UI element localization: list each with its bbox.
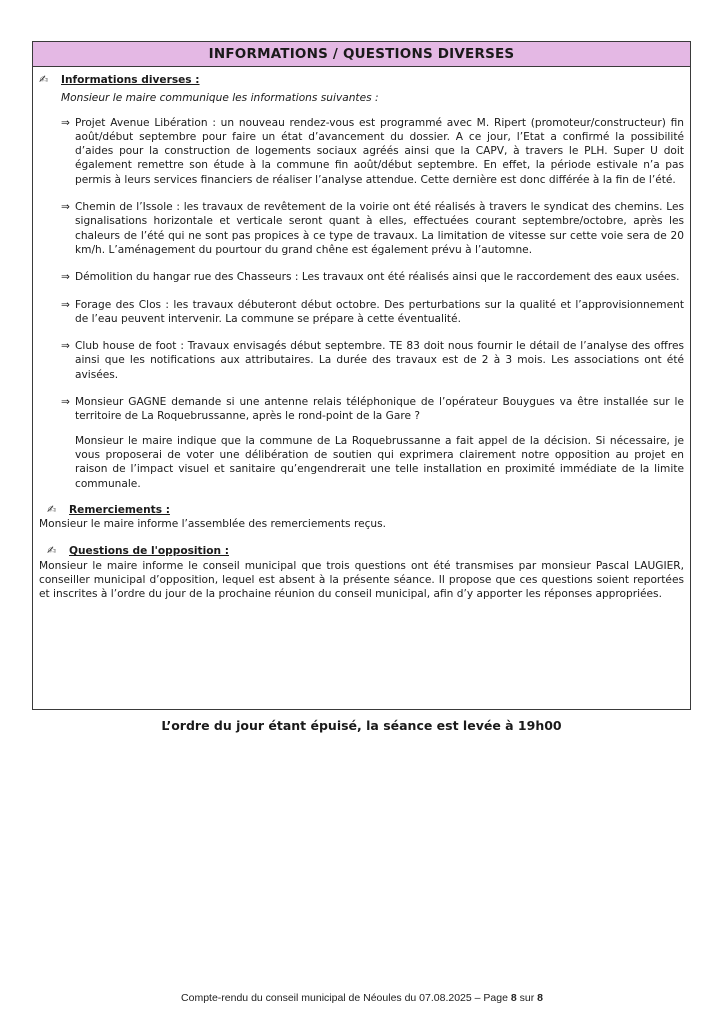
rightwards-double-arrow-icon: ⇒ xyxy=(61,396,70,409)
writing-hand-icon: ✍ xyxy=(47,544,57,558)
remerciements-text: Monsieur le maire informe l’assemblée des remerciements reçus. xyxy=(39,518,387,531)
maire-answer: Monsieur le maire indique que la commune de La Roquebrussanne a fait appel de la décision. Si nécessaire, je vous proposerai de voter une délibération de soutien qui exprimera clairement notre opposition au projet en raison de l’impact visuel et sanitaire qu’engendrerait une telle installation en proximité immédiate de la limite communale. xyxy=(75,434,684,490)
writing-hand-icon: ✍ xyxy=(39,73,49,86)
opposition-heading xyxy=(39,544,684,558)
box-content xyxy=(33,67,690,602)
list-item xyxy=(39,270,684,284)
footer-page-number: 8 xyxy=(510,992,517,1004)
informations-heading-text: Informations diverses : xyxy=(61,74,200,86)
list-item xyxy=(39,298,684,327)
informations-list xyxy=(39,116,684,491)
section-title: INFORMATIONS / QUESTIONS DIVERSES xyxy=(33,42,690,67)
rightwards-double-arrow-icon: ⇒ xyxy=(61,340,70,353)
rightwards-double-arrow-icon: ⇒ xyxy=(61,201,70,214)
opposition-text: Monsieur le maire informe le conseil municipal que trois questions ont été transmises par monsieur Pascal LAUGIER, conseiller municipal d’opposition, lequel est absent à la présente séance. Il propose que ces questions soient reportées et inscrites à l’ordre du jour de la prochaine réunion du conseil municipal, afin d’y apporter les réponses appropriées. xyxy=(39,559,684,601)
footer-total-pages: 8 xyxy=(537,992,543,1004)
questions-diverses-box xyxy=(32,41,691,710)
list-item-text: Club house de foot : Travaux envisagés début septembre. TE 83 doit nous fournir le détail de l’analyse des offres ainsi que les notifications aux attributaires. La durée des travaux est de 2 à 3 mois. Les associations ont été avisées. xyxy=(75,340,684,381)
page-footer xyxy=(0,992,724,1004)
informations-intro: Monsieur le maire communique les informations suivantes : xyxy=(61,92,379,105)
list-item-text: Forage des Clos : les travaux débuteront début octobre. Des perturbations sur la qualité et l’approvisionnement de l’eau peuvent intervenir. La commune se prépare à cette éventualité. xyxy=(75,298,684,325)
rightwards-double-arrow-icon: ⇒ xyxy=(61,271,70,284)
footer-text: Compte-rendu du conseil municipal de Néoules du 07.08.2025 – Page xyxy=(181,992,511,1004)
list-item-text: Chemin de l’Issole : les travaux de revêtement de la voirie ont été réalisés à travers le syndicat des chemins. Les signalisations horizontale et verticale seront quant à elles, effectuées courant septembre/octobre, après les chaleurs de l’été qui ne sont pas propices à ce type de travaux. La limitation de vitesse sur cette voie sera de 20 km/h. L’aménagement du pourtour du grand chêne est également prévu à l’automne. xyxy=(75,201,684,256)
footer-separator: sur xyxy=(516,992,538,1004)
remerciements-heading-text: Remerciements : xyxy=(69,503,170,516)
list-item-text: Projet Avenue Libération : un nouveau rendez-vous est programmé avec M. Ripert (promoteur/constructeur) fin août/début septembre pour faire un état d’avancement du dossier. A ce jour, l’Etat a confirmé la possibilité d’aides pour la construction de logements sociaux agréés ainsi que la CAPV, à travers le PLH. Super U doit également remettre son étude à la commune fin août/début septembre. En effet, la période estivale n’a pas permis à leurs services financiers de réaliser l’analyse attendue. Cette dernière est donc différée à la fin de l’été. xyxy=(75,116,684,186)
remerciements-heading xyxy=(39,503,684,517)
list-item xyxy=(39,339,684,382)
opposition-heading-text: Questions de l'opposition : xyxy=(69,545,229,558)
list-item-text: Démolition du hangar rue des Chasseurs : Les travaux ont été réalisés ainsi que le raccordement des eaux usées. xyxy=(75,271,680,284)
closing-statement: L’ordre du jour étant épuisé, la séance est levée à 19h00 xyxy=(161,718,562,733)
list-item xyxy=(39,395,684,424)
list-item xyxy=(39,200,684,257)
rightwards-double-arrow-icon: ⇒ xyxy=(61,298,70,311)
rightwards-double-arrow-icon: ⇒ xyxy=(61,116,70,129)
list-item-text: Monsieur GAGNE demande si une antenne relais téléphonique de l’opérateur Bouygues va être installée sur le territoire de La Roquebrussanne, après le rond-point de la Gare ? xyxy=(75,396,684,423)
list-item xyxy=(39,116,684,187)
writing-hand-icon: ✍ xyxy=(47,502,57,516)
informations-heading xyxy=(39,73,684,87)
